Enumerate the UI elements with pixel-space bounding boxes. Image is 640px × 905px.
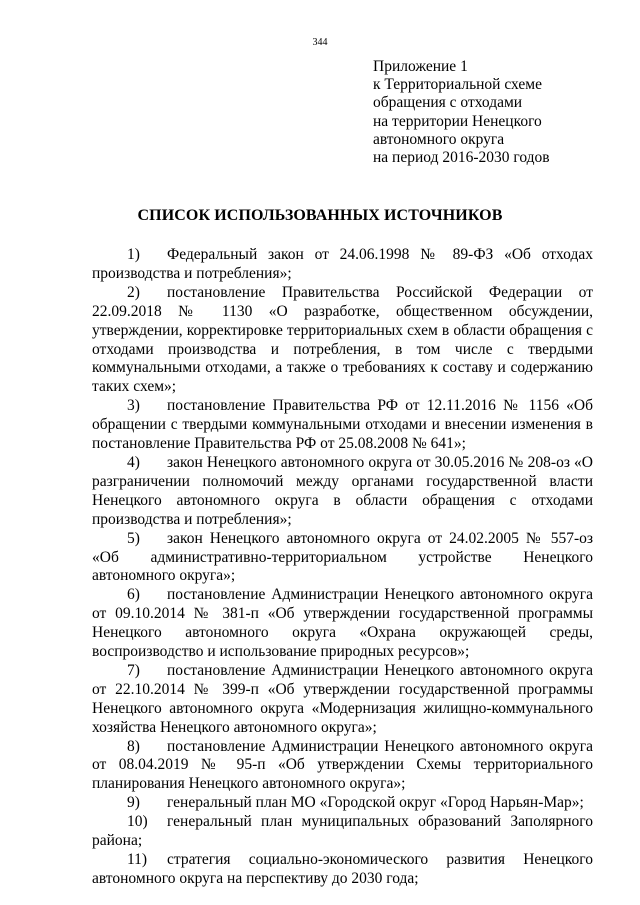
source-item bbox=[92, 813, 593, 851]
source-number: 5) bbox=[127, 529, 140, 547]
appendix-line: к Территориальной схеме bbox=[373, 76, 542, 94]
appendix-line: на период 2016-2030 годов bbox=[373, 149, 550, 167]
sources-list bbox=[92, 246, 593, 889]
source-number: 6) bbox=[127, 586, 140, 604]
source-text: постановление Администрации Ненецкого автономного округа от 08.04.2019 № 95-п «Об утверждении Схемы территориального планирования Ненецкого автономного округа»; bbox=[92, 737, 593, 793]
source-text: постановление Администрации Ненецкого автономного округа от 22.10.2014 № 399-п «Об утверждении государственной программы Ненецкого автономного округа «Модернизация жилищно-коммунального хозяйства Ненецкого автономного округа»; bbox=[92, 661, 593, 736]
source-number: 9) bbox=[127, 794, 140, 812]
source-text: постановление Правительства Российской Федерации от 22.09.2018 № 1130 «О разработке, общественном обсуждении, утверждении, корректировке территориальных схем в области обращения с отходами производства и потребления, в том числе с твердыми коммунальными отходами, а также о требованиях к составу и содержанию таких схем»; bbox=[92, 283, 593, 396]
source-item bbox=[92, 246, 593, 284]
source-item bbox=[92, 530, 593, 587]
source-item bbox=[92, 284, 593, 397]
source-number: 8) bbox=[127, 737, 140, 755]
appendix-line: обращения с отходами bbox=[373, 94, 523, 112]
page-number: 344 bbox=[312, 37, 328, 48]
appendix-line: автономного округа bbox=[373, 130, 505, 148]
source-item bbox=[92, 397, 593, 454]
source-number: 1) bbox=[127, 246, 140, 263]
appendix-note bbox=[373, 58, 613, 167]
source-text: постановление Администрации Ненецкого автономного округа от 09.10.2014 № 381-п «Об утверждении государственной программы Ненецкого автономного округа «Охрана окружающей среды, воспроизводство и использование природных ресурсов»; bbox=[92, 586, 593, 661]
source-number: 3) bbox=[127, 397, 140, 415]
source-item bbox=[92, 738, 593, 795]
source-text: генеральный план МО «Городской округ «Город Нарьян-Мар»; bbox=[167, 794, 584, 812]
document-title: СПИСОК ИСПОЛЬЗОВАННЫХ ИСТОЧНИКОВ bbox=[137, 207, 503, 224]
source-item bbox=[92, 454, 593, 530]
source-item bbox=[92, 662, 593, 738]
source-item bbox=[92, 794, 593, 813]
source-text: генеральный план муниципальных образований Заполярного района; bbox=[92, 813, 593, 850]
source-number: 11) bbox=[127, 851, 148, 868]
appendix-line: Приложение 1 bbox=[373, 58, 468, 75]
source-text: закон Ненецкого автономного округа от 24.02.2005 № 557-оз «Об административно-территориальном устройстве Ненецкого автономного округа»; bbox=[92, 529, 593, 585]
source-number: 4) bbox=[127, 453, 140, 471]
source-text: закон Ненецкого автономного округа от 30.05.2016 № 208-оз «О разграничении полномочий между органами государственной власти Ненецкого автономного округа в области обращения с отходами производства и потребления»; bbox=[92, 453, 593, 528]
appendix-line: на территории Ненецкого bbox=[373, 112, 542, 130]
source-number: 10) bbox=[127, 813, 148, 831]
source-text: стратегия социально-экономического развития Ненецкого автономного округа на перспективу до 2030 года; bbox=[92, 851, 593, 887]
source-number: 7) bbox=[127, 661, 140, 679]
source-text: постановление Правительства РФ от 12.11.2016 № 1156 «Об обращении с твердыми коммунальными отходами и внесении изменения в постановление Правительства РФ от 25.08.2008 № 641»; bbox=[92, 397, 593, 453]
source-text: Федеральный закон от 24.06.1998 № 89-ФЗ «Об отходах производства и потребления»; bbox=[92, 246, 593, 282]
source-item bbox=[92, 851, 593, 889]
source-number: 2) bbox=[127, 283, 140, 301]
source-item bbox=[92, 586, 593, 662]
